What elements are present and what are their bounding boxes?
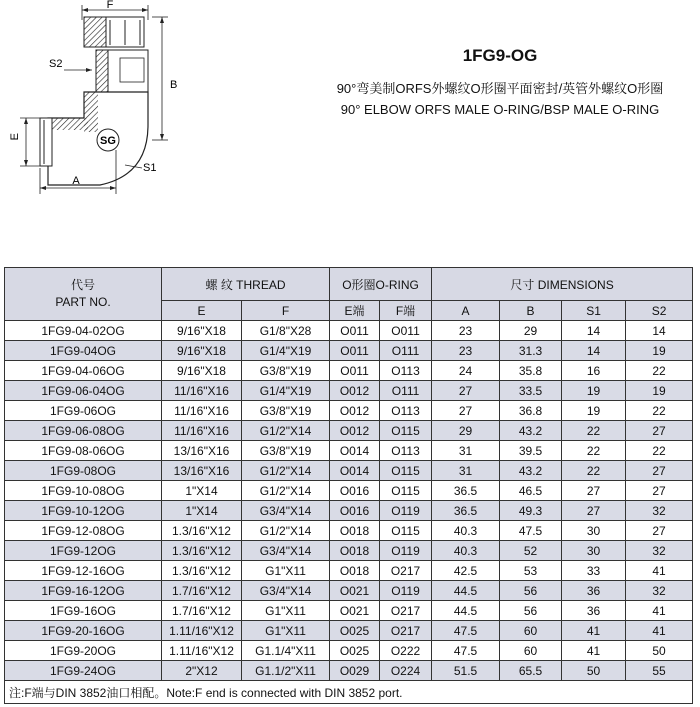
- table-cell: 65.5: [500, 661, 562, 681]
- brand-logo: SG: [100, 135, 116, 147]
- table-cell: O012: [330, 381, 380, 401]
- table-row: [5, 381, 693, 401]
- subheader-cell: B: [500, 301, 562, 321]
- dim-label-s1: S1: [143, 162, 157, 174]
- dim-label-a: A: [72, 175, 80, 187]
- table-cell: 40.3: [432, 541, 500, 561]
- table-cell: O115: [380, 481, 432, 501]
- table-cell: 22: [626, 401, 693, 421]
- table-cell: O029: [330, 661, 380, 681]
- table-cell: 1FG9-12OG: [5, 541, 162, 561]
- table-cell: 1FG9-06-08OG: [5, 421, 162, 441]
- header-part-no: [5, 268, 162, 321]
- table-cell: 27: [562, 481, 626, 501]
- table-cell: 1.3/16"X12: [162, 541, 242, 561]
- table-cell: 43.2: [500, 461, 562, 481]
- table-cell: O012: [330, 421, 380, 441]
- table-cell: 19: [626, 341, 693, 361]
- table-cell: 9/16"X18: [162, 361, 242, 381]
- table-cell: O016: [330, 501, 380, 521]
- table-cell: 40.3: [432, 521, 500, 541]
- table-cell: O224: [380, 661, 432, 681]
- table-cell: 1.3/16"X12: [162, 521, 242, 541]
- table-cell: G1/2"X14: [242, 481, 330, 501]
- table-cell: O119: [380, 501, 432, 521]
- dim-label-s2: S2: [49, 58, 63, 70]
- table-cell: 29: [432, 421, 500, 441]
- header-oring: O形圈O-RING: [330, 268, 432, 301]
- table-cell: O113: [380, 361, 432, 381]
- table-cell: 1.11/16"X12: [162, 621, 242, 641]
- table-cell: G1"X11: [242, 601, 330, 621]
- table-cell: 14: [562, 321, 626, 341]
- table-cell: 1FG9-12-08OG: [5, 521, 162, 541]
- table-cell: G3/4"X14: [242, 541, 330, 561]
- table-cell: 1.7/16"X12: [162, 581, 242, 601]
- table-cell: G1/2"X14: [242, 421, 330, 441]
- table-cell: 49.3: [500, 501, 562, 521]
- table-note: 注:F端与DIN 3852油口相配。Note:F end is connected with DIN 3852 port.: [5, 681, 693, 704]
- table-cell: 11/16"X16: [162, 421, 242, 441]
- table-cell: O016: [330, 481, 380, 501]
- table-row: [5, 501, 693, 521]
- table-row: [5, 641, 693, 661]
- table-cell: 1FG9-08OG: [5, 461, 162, 481]
- table-cell: 22: [562, 461, 626, 481]
- table-cell: O011: [330, 321, 380, 341]
- table-cell: 1FG9-04OG: [5, 341, 162, 361]
- table-cell: 51.5: [432, 661, 500, 681]
- dim-label-f: F: [106, 0, 114, 11]
- table-cell: 52: [500, 541, 562, 561]
- table-cell: 11/16"X16: [162, 401, 242, 421]
- table-cell: O011: [330, 361, 380, 381]
- table-cell: 1.7/16"X12: [162, 601, 242, 621]
- table-cell: O115: [380, 461, 432, 481]
- table-cell: O217: [380, 561, 432, 581]
- table-cell: O217: [380, 601, 432, 621]
- table-cell: 35.8: [500, 361, 562, 381]
- table-cell: 27: [562, 501, 626, 521]
- table-cell: 41: [626, 561, 693, 581]
- table-cell: G1/4"X19: [242, 341, 330, 361]
- subheader-cell: S2: [626, 301, 693, 321]
- product-code: 1FG9-OG: [462, 46, 538, 65]
- subheader-cell: F端: [380, 301, 432, 321]
- table-row: [5, 601, 693, 621]
- table-cell: O119: [380, 581, 432, 601]
- table-cell: 27: [432, 381, 500, 401]
- table-cell: G1/8"X28: [242, 321, 330, 341]
- table-cell: 60: [500, 621, 562, 641]
- table-cell: 1.11/16"X12: [162, 641, 242, 661]
- table-cell: G1"X11: [242, 561, 330, 581]
- header-dimensions: 尺寸 DIMENSIONS: [432, 268, 693, 301]
- table-cell: 60: [500, 641, 562, 661]
- table-cell: 30: [562, 541, 626, 561]
- table-cell: 47.5: [432, 641, 500, 661]
- table-cell: 1FG9-08-06OG: [5, 441, 162, 461]
- table-cell: 44.5: [432, 581, 500, 601]
- table-cell: 1FG9-20OG: [5, 641, 162, 661]
- table-cell: O111: [380, 341, 432, 361]
- table-cell: 9/16"X18: [162, 321, 242, 341]
- table-row: [5, 661, 693, 681]
- table-cell: G1/2"X14: [242, 521, 330, 541]
- table-cell: O014: [330, 441, 380, 461]
- table-cell: 13/16"X16: [162, 441, 242, 461]
- table-cell: 1FG9-16OG: [5, 601, 162, 621]
- table-cell: 33: [562, 561, 626, 581]
- table-cell: 22: [626, 361, 693, 381]
- table-row: [5, 561, 693, 581]
- table-cell: O011: [380, 321, 432, 341]
- table-cell: 19: [626, 381, 693, 401]
- spec-table: [4, 267, 693, 704]
- table-cell: 36.5: [432, 481, 500, 501]
- table-cell: 22: [562, 441, 626, 461]
- subheader-cell: S1: [562, 301, 626, 321]
- table-row: [5, 401, 693, 421]
- table-cell: O119: [380, 541, 432, 561]
- table-cell: O014: [330, 461, 380, 481]
- table-cell: G1.1/4"X11: [242, 641, 330, 661]
- table-cell: G3/4"X14: [242, 501, 330, 521]
- table-cell: O025: [330, 621, 380, 641]
- table-cell: 46.5: [500, 481, 562, 501]
- table-cell: 33.5: [500, 381, 562, 401]
- table-cell: O222: [380, 641, 432, 661]
- table-cell: O018: [330, 561, 380, 581]
- table-cell: 41: [626, 601, 693, 621]
- table-cell: 41: [562, 621, 626, 641]
- table-cell: 1FG9-06-04OG: [5, 381, 162, 401]
- table-cell: 36: [562, 581, 626, 601]
- table-cell: 1.3/16"X12: [162, 561, 242, 581]
- table-cell: 1FG9-24OG: [5, 661, 162, 681]
- table-cell: 47.5: [500, 521, 562, 541]
- table-cell: O113: [380, 401, 432, 421]
- product-title-en: 90° ELBOW ORFS MALE O-RING/BSP MALE O-RING: [340, 102, 660, 117]
- table-cell: 1"X14: [162, 501, 242, 521]
- table-cell: 1"X14: [162, 481, 242, 501]
- title-block: [300, 46, 700, 117]
- table-row: [5, 461, 693, 481]
- table-row: [5, 321, 693, 341]
- table-cell: 32: [626, 541, 693, 561]
- table-cell: 11/16"X16: [162, 381, 242, 401]
- table-cell: 47.5: [432, 621, 500, 641]
- table-cell: G3/8"X19: [242, 401, 330, 421]
- table-cell: 31: [432, 461, 500, 481]
- table-cell: 22: [562, 421, 626, 441]
- table-row: [5, 541, 693, 561]
- table-cell: 27: [626, 421, 693, 441]
- table-cell: 1FG9-10-08OG: [5, 481, 162, 501]
- table-cell: 1FG9-04-02OG: [5, 321, 162, 341]
- product-title-cn: 90°弯美制ORFS外螺纹O形圈平面密封/英管外螺纹O形圈: [336, 81, 664, 96]
- table-cell: O115: [380, 421, 432, 441]
- table-cell: 9/16"X18: [162, 341, 242, 361]
- table-cell: 36.8: [500, 401, 562, 421]
- header-part-en: PART NO.: [55, 295, 111, 309]
- table-row: [5, 481, 693, 501]
- table-cell: 24: [432, 361, 500, 381]
- table-cell: G3/8"X19: [242, 361, 330, 381]
- table-cell: 29: [500, 321, 562, 341]
- table-cell: 31.3: [500, 341, 562, 361]
- table-cell: G1.1/2"X11: [242, 661, 330, 681]
- table-cell: 23: [432, 321, 500, 341]
- table-cell: O111: [380, 381, 432, 401]
- table-cell: G1/4"X19: [242, 381, 330, 401]
- table-cell: 32: [626, 501, 693, 521]
- subheader-cell: F: [242, 301, 330, 321]
- table-cell: 1FG9-16-12OG: [5, 581, 162, 601]
- table-row: [5, 621, 693, 641]
- table-cell: O011: [330, 341, 380, 361]
- table-cell: O018: [330, 521, 380, 541]
- table-row: [5, 361, 693, 381]
- subheader-cell: A: [432, 301, 500, 321]
- table-cell: 27: [626, 481, 693, 501]
- table-cell: 41: [562, 641, 626, 661]
- fitting-drawing: [0, 0, 220, 200]
- table-cell: 1FG9-12-16OG: [5, 561, 162, 581]
- header-thread: 螺 纹 THREAD: [162, 268, 330, 301]
- table-cell: O025: [330, 641, 380, 661]
- dim-label-e: E: [9, 133, 21, 141]
- table-cell: 2"X12: [162, 661, 242, 681]
- table-cell: 1FG9-06OG: [5, 401, 162, 421]
- table-cell: G3/8"X19: [242, 441, 330, 461]
- table-cell: 30: [562, 521, 626, 541]
- table-cell: 1FG9-04-06OG: [5, 361, 162, 381]
- table-cell: 19: [562, 381, 626, 401]
- table-cell: 22: [626, 441, 693, 461]
- table-cell: O021: [330, 581, 380, 601]
- table-cell: 36: [562, 601, 626, 621]
- table-cell: 27: [626, 521, 693, 541]
- table-cell: G1/2"X14: [242, 461, 330, 481]
- table-row: [5, 421, 693, 441]
- table-cell: 42.5: [432, 561, 500, 581]
- table-cell: 41: [626, 621, 693, 641]
- table-body: [5, 321, 693, 681]
- table-cell: 13/16"X16: [162, 461, 242, 481]
- table-cell: 27: [626, 461, 693, 481]
- table-row: [5, 521, 693, 541]
- table-cell: 14: [626, 321, 693, 341]
- table-cell: 53: [500, 561, 562, 581]
- table-cell: O018: [330, 541, 380, 561]
- table-cell: 27: [432, 401, 500, 421]
- table-cell: 56: [500, 581, 562, 601]
- table-cell: G3/4"X14: [242, 581, 330, 601]
- table-row: [5, 341, 693, 361]
- table-cell: 31: [432, 441, 500, 461]
- table-cell: 16: [562, 361, 626, 381]
- table-row: [5, 441, 693, 461]
- table-cell: 23: [432, 341, 500, 361]
- table-cell: 32: [626, 581, 693, 601]
- table-cell: O115: [380, 521, 432, 541]
- subheader-cell: E端: [330, 301, 380, 321]
- header-part-cn: 代号: [70, 278, 95, 292]
- table-cell: 1FG9-10-12OG: [5, 501, 162, 521]
- table-cell: O217: [380, 621, 432, 641]
- table-cell: 14: [562, 341, 626, 361]
- table-cell: 50: [626, 641, 693, 661]
- table-cell: 43.2: [500, 421, 562, 441]
- table-cell: 1FG9-20-16OG: [5, 621, 162, 641]
- table-cell: 44.5: [432, 601, 500, 621]
- table-cell: 56: [500, 601, 562, 621]
- subheader-cell: E: [162, 301, 242, 321]
- table-cell: 19: [562, 401, 626, 421]
- table-cell: 55: [626, 661, 693, 681]
- dim-label-b: B: [170, 79, 178, 91]
- table-cell: G1"X11: [242, 621, 330, 641]
- table-cell: 50: [562, 661, 626, 681]
- table-row: [5, 581, 693, 601]
- table-cell: O012: [330, 401, 380, 421]
- table-cell: 36.5: [432, 501, 500, 521]
- table-cell: O021: [330, 601, 380, 621]
- table-cell: O113: [380, 441, 432, 461]
- table-cell: 39.5: [500, 441, 562, 461]
